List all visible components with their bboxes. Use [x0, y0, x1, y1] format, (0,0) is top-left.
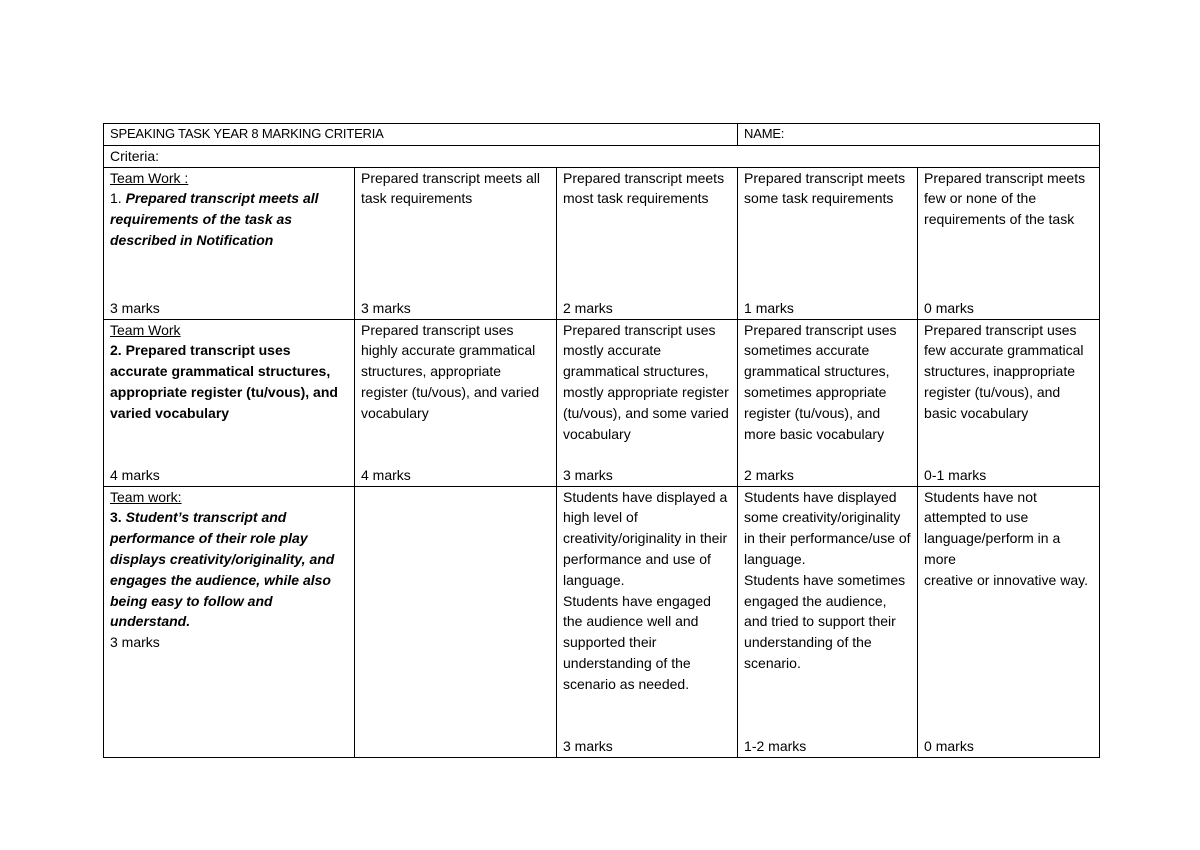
level-cell — [918, 486, 1100, 757]
title-row — [104, 124, 1100, 146]
criterion-number: 3. — [110, 509, 126, 526]
criterion-description — [110, 188, 348, 250]
level-description: Prepared transcript uses mostly accurate grammatical structures, mostly appropriate register (tu/vous), and some varied vocabulary — [563, 321, 729, 442]
level-cell — [738, 167, 918, 319]
name-field-label: NAME: — [738, 124, 1100, 146]
criterion-row-2 — [104, 319, 1100, 486]
level-marks: 1-2 marks — [744, 737, 807, 754]
level-marks: 3 marks — [563, 737, 613, 754]
level-marks: 3 marks — [563, 466, 613, 483]
criterion-heading: Team Work — [110, 321, 181, 338]
criteria-label: Criteria: — [104, 145, 1100, 167]
level-description: Students have not attempted to use language/perform in a more creative or innovative way. — [924, 488, 1088, 588]
criterion-marks: 4 marks — [110, 466, 160, 483]
level-cell — [355, 167, 557, 319]
level-marks: 4 marks — [361, 466, 411, 483]
criterion-row-3 — [104, 486, 1100, 757]
criterion-number: 1. — [110, 190, 126, 207]
criterion-row-1 — [104, 167, 1100, 319]
level-description: Students have displayed a high level of creativity/originality in their performance and use of language. Students have engaged the audience well and supported their understanding of the scenario as needed. — [563, 488, 728, 692]
level-cell — [557, 167, 738, 319]
criterion-number: 2. — [110, 342, 126, 359]
level-cell — [738, 319, 918, 486]
level-cell — [918, 167, 1100, 319]
level-description: Prepared transcript meets some task requirements — [744, 169, 906, 207]
criterion-text: Student’s transcript and performance of their role play displays creativity/originality, and engages the audience, while also being easy to follow and understand. — [110, 509, 335, 630]
level-description: Prepared transcript meets most task requirements — [563, 169, 725, 207]
level-description: Prepared transcript uses sometimes accurate grammatical structures, sometimes appropriate register (tu/vous), and more basic vocabulary — [744, 321, 897, 442]
criterion-heading: Team Work : — [110, 169, 189, 186]
level-cell — [738, 486, 918, 757]
criterion-marks: 3 marks — [110, 634, 160, 651]
level-cell-empty — [355, 486, 557, 757]
criterion-description — [110, 507, 348, 632]
criterion-description — [110, 340, 348, 423]
level-marks: 0-1 marks — [924, 466, 987, 483]
criterion-cell — [104, 167, 355, 319]
criteria-row — [104, 145, 1100, 167]
level-marks: 0 marks — [924, 737, 974, 754]
marking-criteria-table — [103, 123, 1100, 758]
table-title: SPEAKING TASK YEAR 8 MARKING CRITERIA — [104, 124, 738, 146]
level-marks: 2 marks — [563, 299, 613, 316]
criterion-marks: 3 marks — [110, 299, 160, 316]
level-description: Prepared transcript uses few accurate grammatical structures, inappropriate register (tu/vous), and basic vocabulary — [924, 321, 1084, 421]
level-description: Prepared transcript uses highly accurate grammatical structures, appropriate register (tu/vous), and varied vocabulary — [361, 321, 540, 421]
criterion-heading: Team work: — [110, 488, 182, 505]
criterion-cell — [104, 319, 355, 486]
level-cell — [557, 319, 738, 486]
level-description: Prepared transcript meets few or none of the requirements of the task — [924, 169, 1086, 228]
level-description: Students have displayed some creativity/originality in their performance/use of language. Students have sometimes engaged the audience, and tried to support their understanding of the scenario. — [744, 488, 911, 671]
level-cell — [355, 319, 557, 486]
criterion-text: Prepared transcript meets all requirements of the task as described in Notification — [110, 190, 319, 248]
level-cell — [557, 486, 738, 757]
level-marks: 0 marks — [924, 299, 974, 316]
criterion-cell — [104, 486, 355, 757]
level-cell — [918, 319, 1100, 486]
criterion-text: Prepared transcript uses accurate grammatical structures, appropriate register (tu/vous), and varied vocabulary — [110, 342, 338, 421]
level-marks: 2 marks — [744, 466, 794, 483]
level-description: Prepared transcript meets all task requirements — [361, 169, 540, 207]
level-marks: 3 marks — [361, 299, 411, 316]
level-marks: 1 marks — [744, 299, 794, 316]
